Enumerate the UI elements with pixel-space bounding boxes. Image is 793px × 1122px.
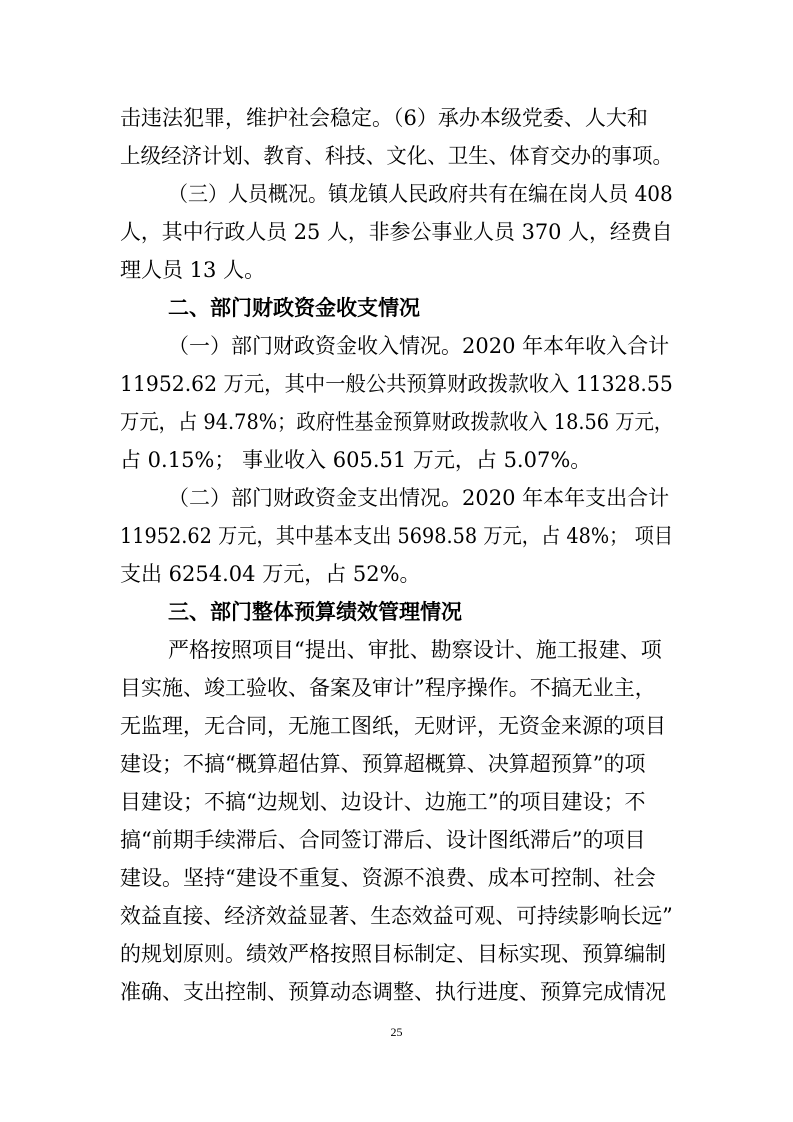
body-line: 万元，占 94.78%；政府性基金预算财政拨款收入 18.56 万元，	[120, 410, 674, 434]
body-line: 严格按照项目“提出、审批、勘察设计、施工报建、项	[168, 638, 662, 662]
body-line: 建设；不搞“概算超估算、预算超概算、决算超预算”的项	[120, 752, 646, 776]
body-line: （一）部门财政资金收入情况。2020 年本年收入合计	[168, 334, 670, 358]
body-line: 理人员 13 人。	[120, 258, 266, 282]
body-line: 目实施、竣工验收、备案及审计”程序操作。不搞无业主，	[120, 676, 656, 700]
section-heading: 三、部门整体预算绩效管理情况	[168, 600, 462, 624]
body-line: 占 0.15%； 事业收入 605.51 万元，占 5.07%。	[120, 448, 592, 472]
body-line: 建设。坚持“建设不重复、资源不浪费、成本可控制、社会	[120, 866, 656, 890]
page-number: 25	[390, 1025, 403, 1039]
body-line: 11952.62 万元，其中基本支出 5698.58 万元，占 48%； 项目	[120, 524, 674, 548]
body-line: 无监理，无合同，无施工图纸，无财评，无资金来源的项目	[120, 714, 666, 738]
body-line: 人，其中行政人员 25 人，非参公事业人员 370 人，经费自	[120, 220, 673, 244]
body-line: 效益直接、经济效益显著、生态效益可观、可持续影响长远”	[120, 904, 673, 928]
section-heading: 二、部门财政资金收支情况	[168, 296, 420, 320]
body-line: （三）人员概况。镇龙镇人民政府共有在编在岗人员 408	[168, 182, 673, 206]
body-line: 上级经济计划、教育、科技、文化、卫生、体育交办的事项。	[120, 144, 673, 168]
body-line: 准确、支出控制、预算动态调整、执行进度、预算完成情况	[120, 980, 666, 1004]
body-line: 目建设；不搞“边规划、边设计、边施工”的项目建设；不	[120, 790, 646, 814]
body-line: 11952.62 万元，其中一般公共预算财政拨款收入 11328.55	[120, 372, 673, 396]
body-line: 搞“前期手续滞后、合同签订滞后、设计图纸滞后”的项目	[120, 828, 646, 852]
body-line: 击违法犯罪，维护社会稳定。（6）承办本级党委、人大和	[120, 106, 648, 130]
body-line: 的规划原则。绩效严格按照目标制定、目标实现、预算编制	[120, 942, 666, 966]
body-line: 支出 6254.04 万元，占 52%。	[120, 562, 421, 586]
body-line: （二）部门财政资金支出情况。2020 年本年支出合计	[168, 486, 670, 510]
